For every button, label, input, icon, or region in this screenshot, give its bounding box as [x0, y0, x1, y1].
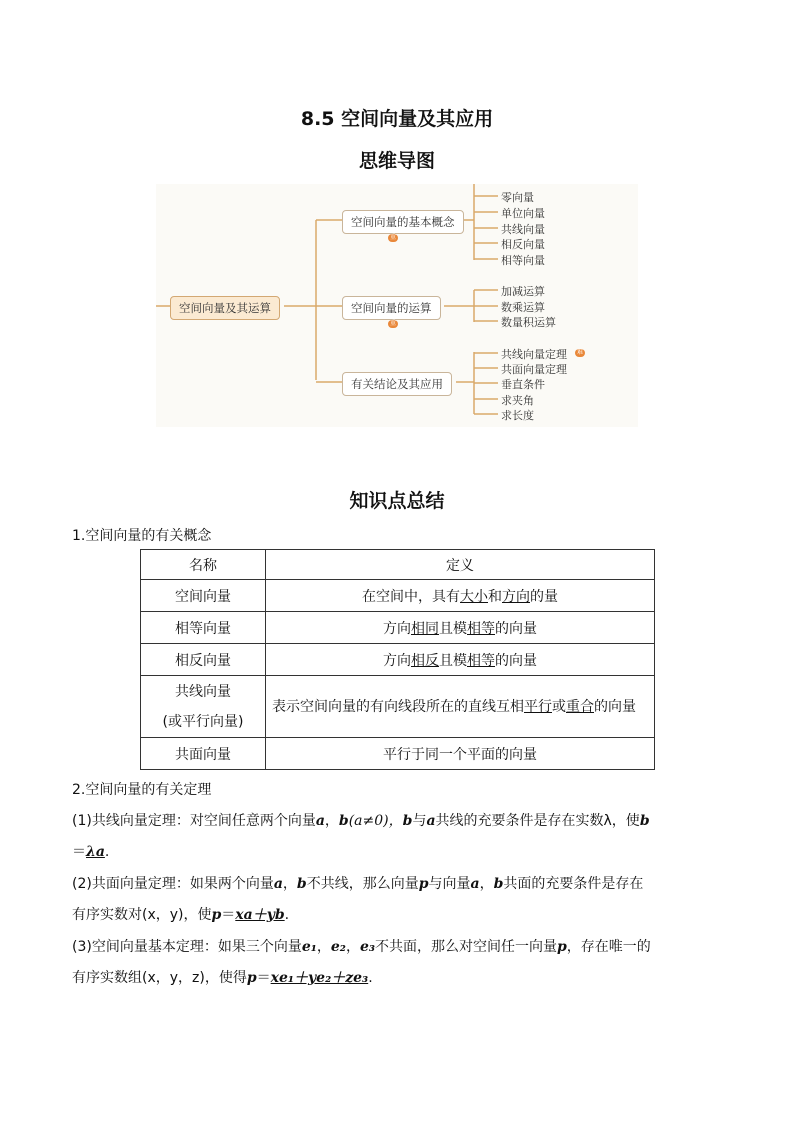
- mindmap-leaf: 数量积运算: [501, 316, 556, 329]
- mindmap-leaf: 求夹角: [501, 394, 534, 407]
- mindmap-branch-basic-concepts: 空间向量的基本概念: [342, 210, 464, 234]
- cell-name: 空间向量: [141, 580, 266, 612]
- cell-definition: 方向相同且模相等的向量: [266, 612, 655, 644]
- cell-name: 共面向量: [141, 738, 266, 770]
- mindmap-leaf: 共线向量定理: [501, 348, 567, 361]
- section-heading: 1.空间向量的有关概念: [72, 528, 212, 544]
- mindmap-leaf: 共面向量定理: [501, 363, 567, 376]
- mindmap-leaf: 相等向量: [501, 254, 545, 267]
- cell-definition: 表示空间向量的有向线段所在的直线互相平行或重合的向量: [266, 676, 655, 738]
- mindmap-leaf: 加减运算: [501, 285, 545, 298]
- header-definition: 定义: [266, 550, 655, 580]
- mindmap-leaf: 垂直条件: [501, 378, 545, 391]
- table-row: [141, 676, 655, 738]
- theorem-collinear: (1)共线向量定理：对空间任意两个向量a，b(a≠0)，b与a共线的充要条件是存在实数λ，使b ＝λa.: [72, 813, 650, 860]
- section-heading: 2.空间向量的有关定理: [72, 782, 212, 798]
- mindmap-title: 思维导图: [358, 150, 435, 172]
- cell-name: 共线向量 (或平行向量): [141, 676, 266, 738]
- table-header-row: [141, 550, 655, 580]
- mindmap-badge-important: 重: [390, 234, 397, 241]
- mindmap-branch-conclusions: 有关结论及其应用: [342, 372, 452, 396]
- summary-title: 知识点总结: [349, 490, 445, 512]
- mindmap-leaf: 单位向量: [501, 207, 545, 220]
- mindmap-leaf: 相反向量: [501, 238, 545, 251]
- document-title: 8.5 空间向量及其应用: [300, 108, 494, 130]
- mindmap-root: 空间向量及其运算: [170, 296, 280, 320]
- header-name: 名称: [141, 550, 266, 580]
- mindmap-branch-operations: 空间向量的运算: [342, 296, 441, 320]
- mindmap: [156, 184, 638, 427]
- mindmap-leaf: 零向量: [501, 191, 534, 204]
- mindmap-leaf: 求长度: [501, 409, 534, 422]
- mindmap-badge-difficult: 难: [577, 349, 584, 356]
- table-row: [141, 644, 655, 676]
- table-row: [141, 738, 655, 770]
- cell-definition: 平行于同一个平面的向量: [266, 738, 655, 770]
- table-row: [141, 612, 655, 644]
- cell-definition: 在空间中，具有大小和方向的量: [266, 580, 655, 612]
- mindmap-leaf: 共线向量: [501, 223, 545, 236]
- concepts-table: [140, 549, 655, 770]
- mindmap-leaf: 数乘运算: [501, 301, 545, 314]
- theorem-coplanar: (2)共面向量定理：如果两个向量a，b不共线，那么向量p与向量a，b共面的充要条件是存在 有序实数对(x，y)，使p＝xa＋yb.: [72, 876, 644, 923]
- cell-name: 相反向量: [141, 644, 266, 676]
- theorem-basic: (3)空间向量基本定理：如果三个向量e₁，e₂，e₃不共面，那么对空间任一向量p，存在唯一的 有序实数组(x，y，z)，使得p＝xe₁＋ye₂＋ze₃.: [72, 939, 651, 986]
- mindmap-badge-important: 重: [390, 320, 397, 327]
- cell-name: 相等向量: [141, 612, 266, 644]
- table-row: [141, 580, 655, 612]
- cell-definition: 方向相反且模相等的向量: [266, 644, 655, 676]
